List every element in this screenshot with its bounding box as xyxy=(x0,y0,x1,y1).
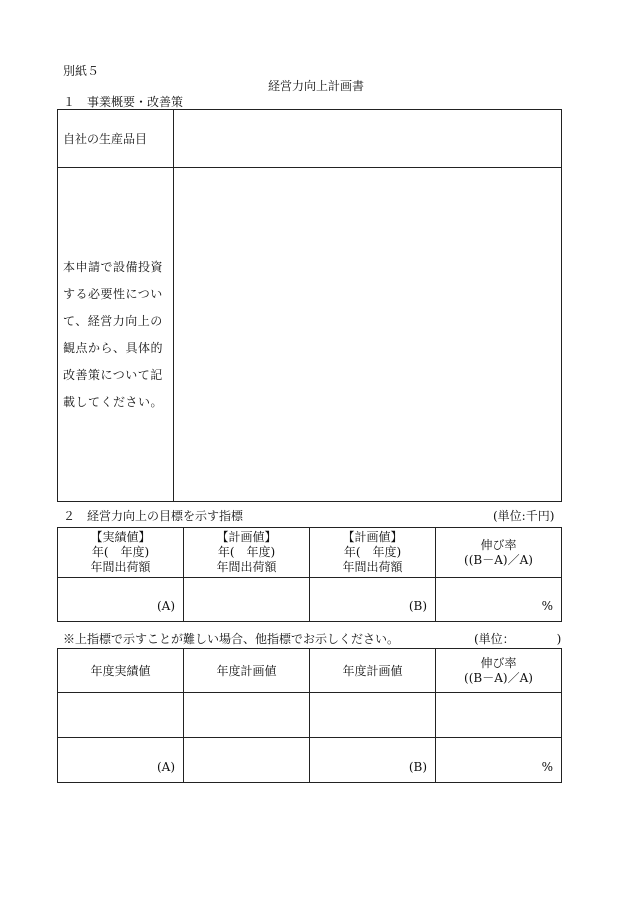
improvement-label-line: 本申請で設備投資 xyxy=(63,259,164,274)
business-overview-table xyxy=(57,109,562,502)
annual-actual-header xyxy=(58,649,184,693)
alt-plan-value-cell-1[interactable] xyxy=(184,738,310,783)
mark-b: (B) xyxy=(408,760,427,774)
products-input-cell[interactable] xyxy=(174,110,562,168)
annual-plan-header-2 xyxy=(310,649,436,693)
header-line: 【実績値】 xyxy=(90,530,151,544)
header-line: 年間出荷額 xyxy=(342,560,403,574)
header-line: 年( 年度) xyxy=(91,545,150,559)
improvement-label-line: て、経営力向上の xyxy=(63,313,163,328)
section1-heading: １ 事業概要・改善策 xyxy=(63,95,184,109)
header-line: 年( 年度) xyxy=(217,545,276,559)
header-text: 年度計画値 xyxy=(216,664,277,678)
plan-value-cell-2[interactable] xyxy=(310,578,436,622)
percent-mark: % xyxy=(541,599,553,613)
growth-rate-cell[interactable] xyxy=(436,578,562,622)
improvement-label-line: する必要性につい xyxy=(63,286,163,301)
alt-actual-value-cell[interactable] xyxy=(58,738,184,783)
mark-b: (B) xyxy=(408,599,427,613)
header-line: 【計画値】 xyxy=(216,530,277,544)
products-label-cell xyxy=(58,110,174,168)
document-title: 経営力向上計画書 xyxy=(268,79,365,93)
indicator-name-cell[interactable] xyxy=(184,693,310,738)
header-line: 伸び率 xyxy=(480,655,517,670)
header-line: ((B－A)／A) xyxy=(464,670,533,685)
alt-growth-rate-cell[interactable] xyxy=(436,738,562,783)
growth-rate-header-alt xyxy=(436,649,562,693)
section2-unit: (単位:千円) xyxy=(493,509,555,523)
alternate-indicator-note: ※上指標で示すことが難しい場合、他指標でお示しください。 xyxy=(63,632,400,646)
actual-value-header xyxy=(58,528,184,578)
alternate-indicator-table xyxy=(57,648,562,783)
improvement-label-line: 改善策について記 xyxy=(63,367,163,382)
target-indicator-table xyxy=(57,527,562,622)
header-line: 伸び率 xyxy=(480,537,517,552)
plan-value-cell-1[interactable] xyxy=(184,578,310,622)
improvement-input-cell[interactable] xyxy=(174,168,562,502)
improvement-label-cell xyxy=(58,168,174,502)
header-line: 【計画値】 xyxy=(342,530,403,544)
header-text: 年度計画値 xyxy=(342,664,403,678)
header-line: 年( 年度) xyxy=(343,545,402,559)
header-line: 年間出荷額 xyxy=(216,560,277,574)
header-line: ((B－A)／A) xyxy=(464,552,533,567)
header-text: 年度実績値 xyxy=(90,664,151,678)
plan-value-header-1 xyxy=(184,528,310,578)
mark-a: (A) xyxy=(156,760,175,774)
section3-unit: (単位： ) xyxy=(474,632,562,646)
header-line: 年間出荷額 xyxy=(90,560,151,574)
mark-a: (A) xyxy=(156,599,175,613)
improvement-label-line: 観点から、具体的 xyxy=(63,340,164,355)
improvement-label-line: 載してください。 xyxy=(63,394,164,409)
actual-value-cell[interactable] xyxy=(58,578,184,622)
indicator-name-cell[interactable] xyxy=(436,693,562,738)
indicator-name-cell[interactable] xyxy=(58,693,184,738)
growth-rate-header xyxy=(436,528,562,578)
indicator-name-cell[interactable] xyxy=(310,693,436,738)
annual-plan-header-1 xyxy=(184,649,310,693)
alt-plan-value-cell-2[interactable] xyxy=(310,738,436,783)
section2-heading: ２ 経営力向上の目標を示す指標 xyxy=(63,509,244,523)
products-label: 自社の生産品目 xyxy=(63,132,148,146)
percent-mark: % xyxy=(541,760,553,774)
attachment-label: 別紙５ xyxy=(63,64,100,78)
plan-value-header-2 xyxy=(310,528,436,578)
